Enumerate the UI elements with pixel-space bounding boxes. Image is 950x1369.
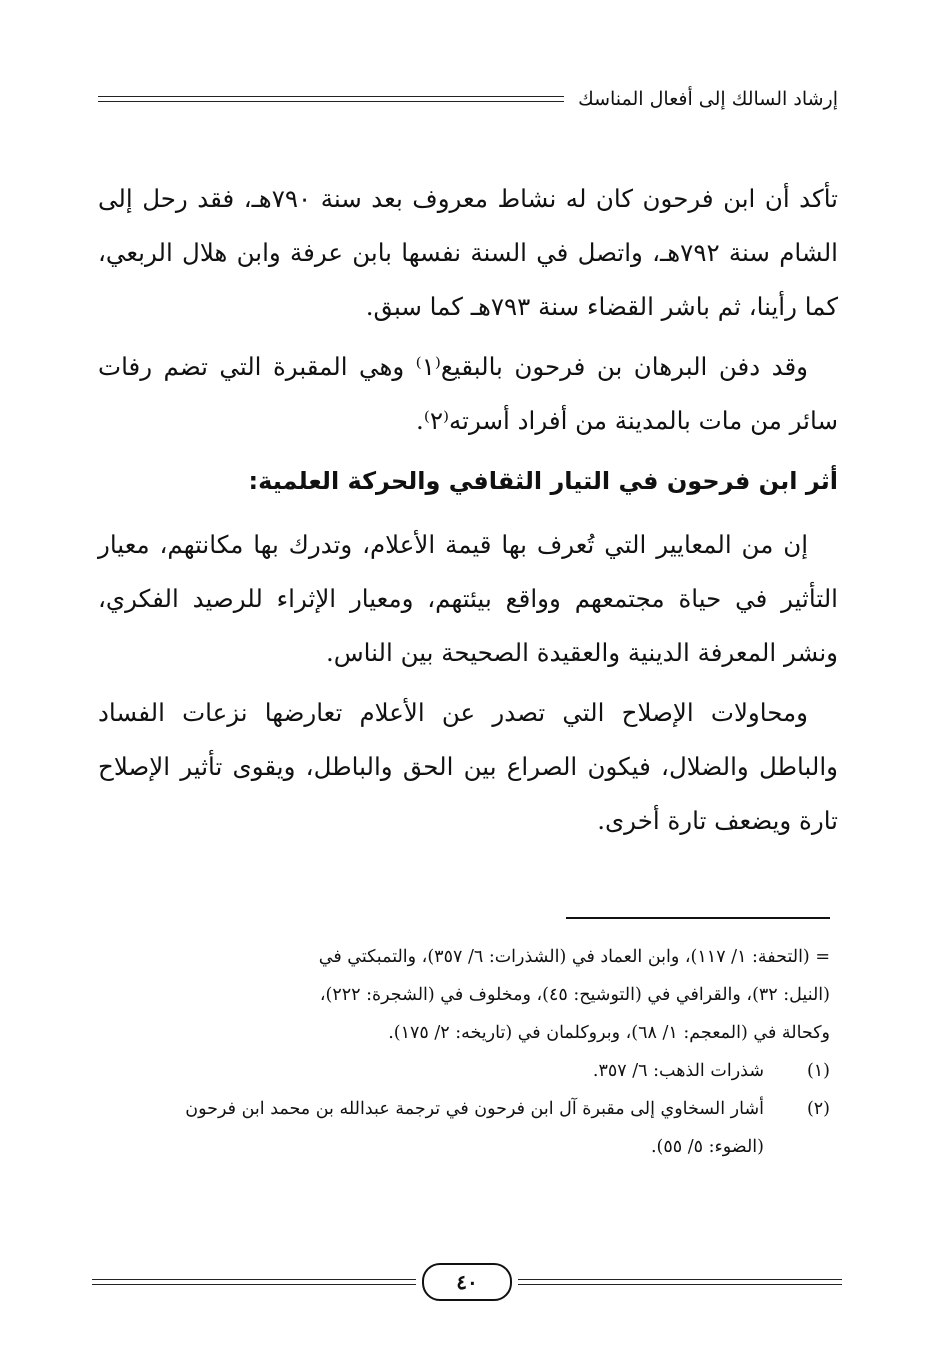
footnote-number: (٢) [806, 1099, 830, 1119]
book-title: إرشاد السالك إلى أفعال المناسك [578, 88, 838, 110]
footnote-continuation-line: وكحالة في (المعجم: ١/ ٦٨)، وبروكلمان في (تاريخه: ٢/ ١٧٥). [388, 1023, 830, 1043]
paragraph-1: تأكد أن ابن فرحون كان له نشاط معروف بعد سنة ٧٩٠هـ، فقد رحل إلى الشام سنة ٧٩٢هـ، واتصل في السنة نفسها بابن عرفة وابن هلال الربعي، كما رأينا، ثم باشر القضاء سنة ٧٩٣هـ كما سبق. [98, 184, 838, 321]
footnote-continuation-line: = (التحفة: ١/ ١١٧)، وابن العماد في (الشذرات: ٦/ ٣٥٧)، والتمبكتي في [318, 947, 830, 967]
footnote-text-continued: (الضوء: ٥/ ٥٥). [650, 1137, 764, 1157]
header-double-rule [98, 96, 564, 102]
footnote-separator [566, 917, 830, 919]
footnotes [118, 938, 830, 1166]
footnote-continuation-line: (النيل: ٣٢)، والقرافي في (التوشيح: ٤٥)، ومخلوف في (الشجرة: ٢٢٢)، [319, 985, 830, 1005]
footer-rule-left [92, 1279, 416, 1285]
footnote-text: شذرات الذهب: ٦/ ٣٥٧. [592, 1061, 764, 1081]
footer-rule-right [518, 1279, 842, 1285]
footnote-text: أشار السخاوي إلى مقبرة آل ابن فرحون في ترجمة عبدالله بن محمد ابن فرحون [185, 1099, 764, 1119]
paragraph-2: وقد دفن البرهان بن فرحون بالبقيع⁽١⁾ وهي المقبرة التي تضم رفات سائر من مات بالمدينة من أفراد أسرته⁽٢⁾. [98, 352, 838, 435]
paragraph-3: إن من المعايير التي تُعرف بها قيمة الأعلام، وتدرك بها مكانتهم، معيار التأثير في حياة مجتمعهم وواقع بيئتهم، ومعيار الإثراء للرصيد الفكري، ونشر المعرفة الدينية والعقيدة الصحيحة بين الناس. [98, 530, 838, 667]
paragraph-4: ومحاولات الإصلاح التي تصدر عن الأعلام تعارضها نزعات الفساد والباطل والضلال، فيكون الصراع بين الحق والباطل، ويقوى تأثير الإصلاح تارة ويضعف تارة أخرى. [98, 698, 838, 835]
page-number: ٤٠ [422, 1263, 512, 1301]
main-text [98, 172, 838, 854]
running-header [98, 84, 838, 114]
footnote-2 [118, 1090, 830, 1128]
page-footer [92, 1262, 842, 1302]
footnote-number: (١) [806, 1061, 830, 1081]
section-heading: أثر ابن فرحون في التيار الثقافي والحركة العلمية: [248, 467, 838, 495]
footnote-1 [118, 1052, 830, 1090]
